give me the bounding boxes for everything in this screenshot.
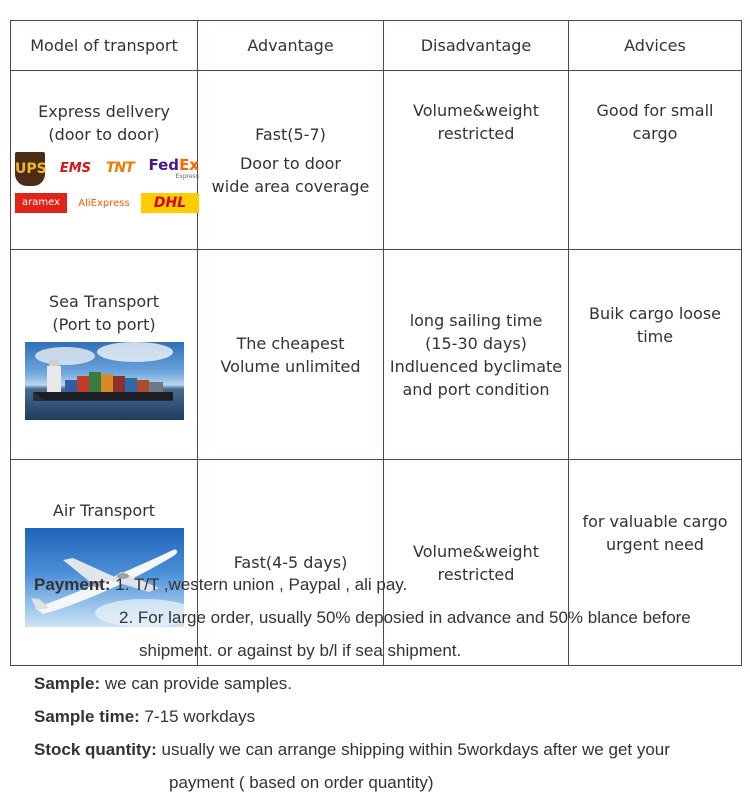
mode-name: Sea Transport [49, 291, 159, 311]
dhl-logo: DHL [141, 193, 199, 213]
table-row-express [11, 71, 742, 250]
cell-advice-air: for valuable cargo urgent need [569, 460, 742, 666]
ems-logo: EMS [59, 161, 92, 176]
aliexpress-logo: AliExpress [78, 197, 130, 209]
mode-name: Express dellvery [38, 101, 170, 121]
ups-logo: UPS [15, 152, 45, 186]
aramex-logo: aramex [15, 193, 67, 213]
header-disadvantage: Disadvantage [384, 21, 569, 71]
sample-line: Sample: we can provide samples. [34, 674, 292, 693]
cell-disadvantage-air: Volume&weight restricted [384, 460, 569, 666]
mode-name: Air Transport [52, 500, 156, 520]
tnt-logo: TNT [105, 160, 134, 176]
terms-section [34, 568, 734, 799]
payment-line [34, 568, 734, 601]
cargo-ship-image [25, 342, 184, 420]
stock-label: Stock quantity: [34, 740, 157, 759]
fedex-logo: FedEx Express [148, 155, 199, 180]
payment-line-2 [34, 601, 734, 634]
sample-label: Sample: [34, 674, 101, 693]
sample-time-line: Sample time: 7-15 workdays [34, 707, 256, 726]
payment-option-1: 1. T/T ,western union , Paypal , ali pay. [115, 575, 408, 594]
header-model: Model of transport [11, 21, 198, 71]
cell-disadvantage-sea: long sailing time (15-30 days) Indluenced byclimate and port condition [384, 250, 569, 460]
stock-line: Stock quantity: usually we can arrange shipping within 5workdays after we get your [34, 740, 670, 759]
cell-advice-sea: Buik cargo loose time [569, 250, 742, 460]
table-row-sea [11, 250, 742, 460]
cell-advice-express: Good for small cargo [569, 71, 742, 250]
payment-option-2: 2. For large order, usually 50% deposied in advance and 50% blance before [119, 608, 691, 627]
stock-line-cont: payment ( based on order quantity) [169, 773, 434, 792]
header-advices: Advices [569, 21, 742, 71]
cell-mode-sea [11, 250, 198, 460]
payment-label: Payment: [34, 575, 111, 594]
payment-line-2-cont: shipment. or against by b/l if sea shipment. [139, 641, 462, 660]
sample-time-label: Sample time: [34, 707, 140, 726]
cell-mode-express [11, 71, 198, 250]
cell-advantage-sea: The cheapest Volume unlimited [198, 250, 384, 460]
table-header-row [11, 21, 742, 71]
mode-subtitle: (Port to port) [52, 314, 156, 334]
cell-advantage-air: Fast(4-5 days) [198, 460, 384, 666]
cell-disadvantage-express: Volume&weight restricted [384, 71, 569, 250]
cell-advantage-express: Fast(5-7) Door to door wide area coverage [198, 71, 384, 250]
courier-logos [15, 152, 199, 215]
header-advantage: Advantage [198, 21, 384, 71]
mode-subtitle: (door to door) [48, 124, 160, 144]
